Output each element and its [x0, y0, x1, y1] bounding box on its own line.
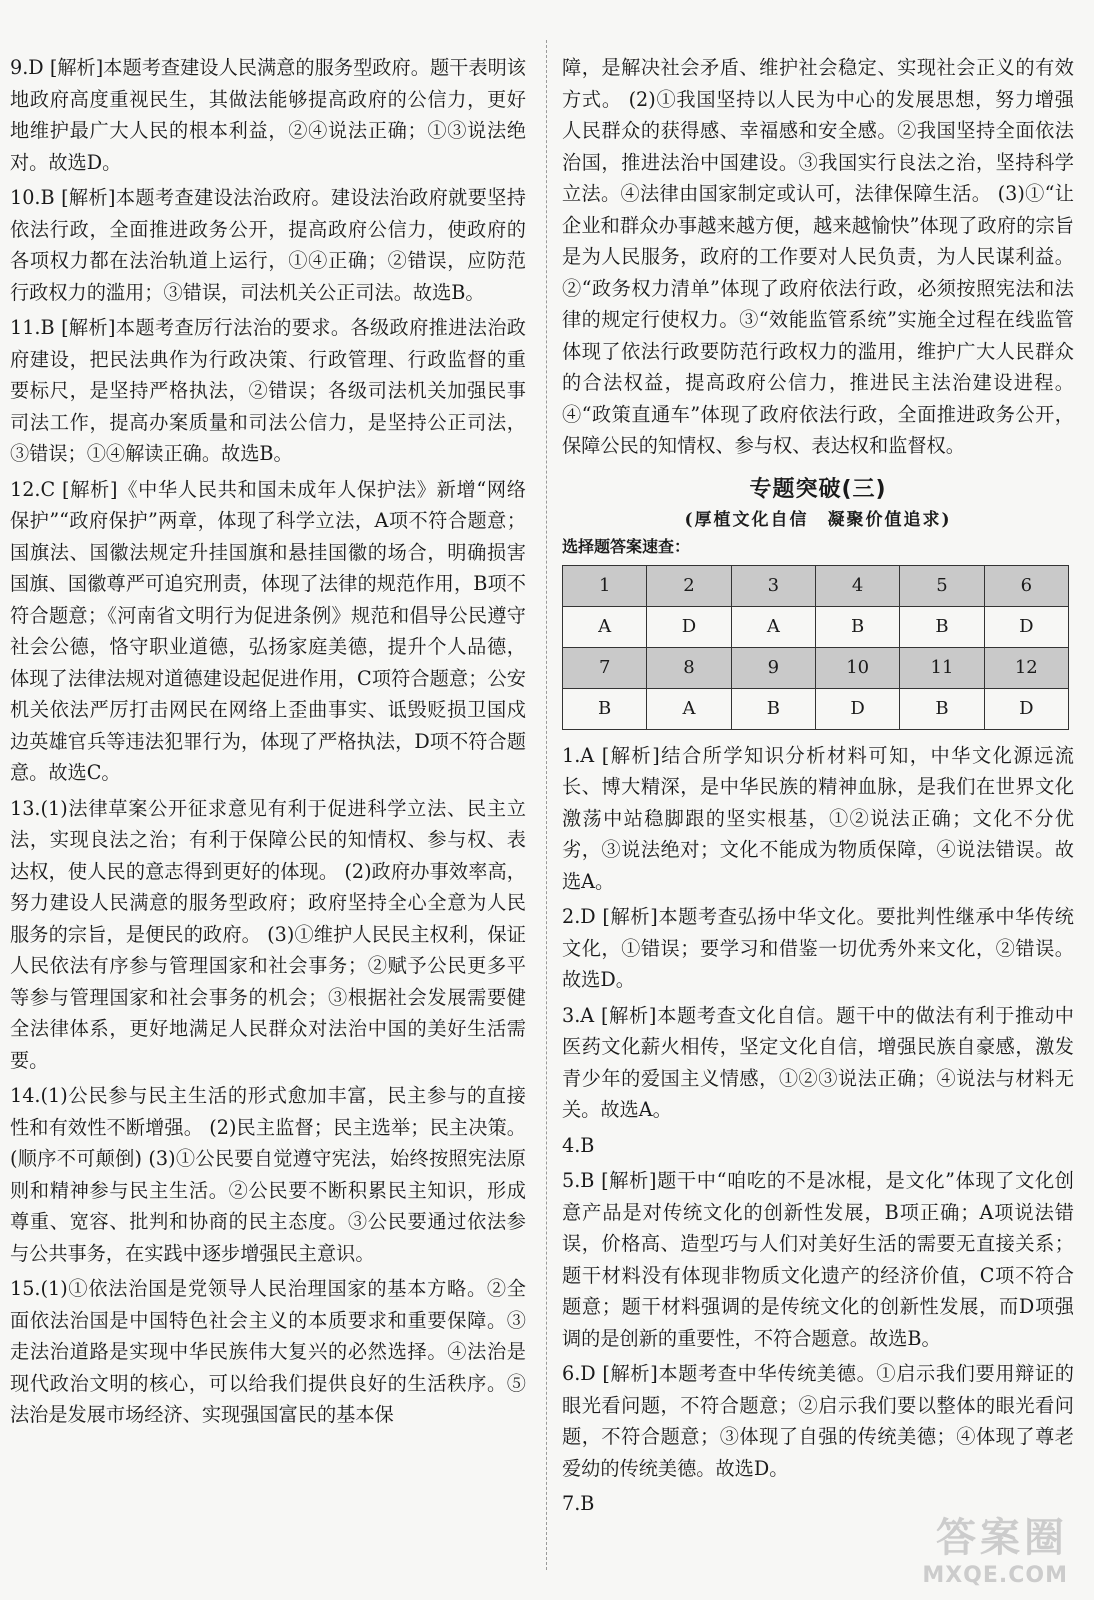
answer-cell: D	[815, 688, 899, 729]
answer-entry-11: 11.B [解析]本题考查厉行法治的要求。各级政府推进法治政府建设，把民法典作为行政决策、行政管理、行政监督的重要标尺，是坚持严格执法，②错误；各级司法机关加强民事司法工作，提高办案质量和司法公信力，是坚持公正司法，③错误；①④解读正确。故选B。	[10, 316, 526, 465]
question-number-cell: 5	[900, 565, 984, 606]
answer-cell: B	[731, 688, 815, 729]
answer-entry-9: 9.D [解析]本题考查建设人民满意的服务型政府。题干表明该地政府高度重视民生，其做法能够提高政府的公信力，更好地维护最广大人民的根本利益，②④说法正确；①③说法绝对。故选D。	[10, 56, 526, 174]
watermark-text: 答案圈	[936, 1515, 1068, 1561]
question-number-cell: 1	[563, 565, 647, 606]
answer-entry-6: 6.D [解析]本题考查中华传统美德。①启示我们要用辩证的眼光看问题，不符合题意；②启示我们要以整体的眼光看问题，不符合题意；③体现了自强的传统美德；④体现了尊老爱幼的传统美德。故选D。	[562, 1362, 1074, 1480]
right-column	[562, 52, 1074, 1524]
answer-entry-15-continued: 障，是解决社会矛盾、维护社会稳定、实现社会正义的有效方式。 (2)①我国坚持以人民为中心的发展思想，努力增强人民群众的获得感、幸福感和安全感。②我国坚持全面依法治国，推进法治中国建设。③我国实行良法之治，坚持科学立法。④法律由国家制定或认可，法律保障生活。 (3)①“让企业和群众办事越来越方便，越来越愉快”体现了政府的宗旨是为人民服务，政府的工作要对人民负责，为人民谋利益。②“政务权力清单”体现了政府依法行政，必须按照宪法和法律的规定行使权力。③“效能监管系统”实施全过程在线监管体现了依法行政要防范行政权力的滥用，维护广大人民群众的合法权益，提高政府公信力，推进民主法治建设进程。④“政策直通车”体现了政府依法行政，全面推进政务公开，保障公民的知情权、参与权、表达权和监督权。	[562, 56, 1074, 457]
question-number-cell: 2	[647, 565, 731, 606]
watermark-url: MXQE.COM	[922, 1563, 1068, 1588]
answer-cell: B	[563, 688, 647, 729]
answer-entry-2: 2.D [解析]本题考查弘扬中华文化。要批判性继承中华传统文化，①错误；要学习和借鉴一切优秀外来文化，②错误。故选D。	[562, 905, 1074, 991]
answer-entry-7: 7.B	[562, 1492, 595, 1515]
question-number-cell: 4	[815, 565, 899, 606]
question-number-cell: 8	[647, 647, 731, 688]
question-number-cell: 11	[900, 647, 984, 688]
column-divider	[546, 40, 547, 1570]
answer-cell: A	[647, 688, 731, 729]
answer-cell: B	[900, 688, 984, 729]
answer-entry-13: 13.(1)法律草案公开征求意见有利于促进科学立法、民主立法，实现良法之治；有利于保障公民的知情权、参与权、表达权，使人民的意志得到更好的体现。 (2)政府办事效率高，努力建设人民满意的服务型政府；政府坚持全心全意为人民服务的宗旨，是便民的政府。 (3)①维护人民民主权利，保证人民依法有序参与管理国家和社会事务；②赋予公民更多平等参与管理国家和社会事务的机会；③根据社会发展需要健全法律体系，更好地满足人民群众对法治中国的美好生活需要。	[10, 796, 526, 1072]
answer-table-row	[563, 606, 1069, 647]
answer-cell: D	[984, 606, 1068, 647]
answer-cell: D	[984, 688, 1068, 729]
question-number-cell: 3	[731, 565, 815, 606]
answer-table-row	[563, 688, 1069, 729]
answer-table-row	[563, 647, 1069, 688]
left-column	[10, 52, 526, 1435]
quick-answer-label: 选择题答案速查：	[562, 536, 691, 556]
answer-entry-4: 4.B	[562, 1133, 595, 1157]
answer-cell: A	[563, 606, 647, 647]
answer-entry-10: 10.B [解析]本题考查建设法治政府。建设法治政府就要坚持依法行政，全面推进政务公开，提高政府公信力，使政府的各项权力都在法治轨道上运行，①④正确；②错误，应防范行政权力的滥用；③错误，司法机关公正司法。故选B。	[10, 186, 526, 304]
answer-entry-15: 15.(1)①依法治国是党领导人民治理国家的基本方略。②全面依法治国是中国特色社会主义的本质要求和重要保障。③走法治道路是实现中华民族伟大复兴的必然选择。④法治是现代政治文明的核心，可以给我们提供良好的生活秩序。⑤法治是发展市场经济、实现强国富民的基本保	[10, 1277, 526, 1426]
answer-table-row	[563, 565, 1069, 606]
watermark-logo	[922, 1506, 1068, 1588]
question-number-cell: 9	[731, 647, 815, 688]
question-number-cell: 7	[563, 647, 647, 688]
answer-entry-14: 14.(1)公民参与民主生活的形式愈加丰富，民主参与的直接性和有效性不断增强。 (2)民主监督；民主选举；民主决策。(顺序不可颠倒) (3)①公民要自觉遵守宪法，始终按照宪法原则和精神参与民主生活。②公民要不断积累民主知识，形成尊重、宽容、批判和协商的民主态度。③公民要通过依法参与公共事务，在实践中逐步增强民主意识。	[10, 1084, 526, 1265]
answer-entry-12: 12.C [解析]《中华人民共和国未成年人保护法》新增“网络保护”“政府保护”两章，体现了科学立法，A项不符合题意；国旗法、国徽法规定升挂国旗和悬挂国徽的场合，明确损害国旗、国徽尊严可追究刑责，体现了法律的规范作用，B项不符合题意；《河南省文明行为促进条例》规范和倡导公民遵守社会公德，恪守职业道德，弘扬家庭美德，提升个人品德，体现了法律法规对道德建设起促进作用，C项符合题意；公安机关依法严厉打击网民在网络上歪曲事实、诋毁贬损卫国戍边英雄官兵等违法犯罪行为，体现了严格执法，D项不符合题意。故选C。	[10, 477, 526, 784]
answer-entry-3: 3.A [解析]本题考查文化自信。题干中的做法有利于推动中医药文化薪火相传，坚定文化自信，增强民族自豪感，激发青少年的爱国主义情感，①②③说法正确；④说法与材料无关。故选A。	[562, 1003, 1074, 1121]
answer-entry-1: 1.A [解析]结合所学知识分析材料可知，中华文化源远流长、博大精深，是中华民族的精神血脉，是我们在世界文化激荡中站稳脚跟的坚实根基，①②说法正确；文化不分优劣，③说法绝对；文化不能成为物质保障，④说法错误。故选A。	[562, 743, 1074, 893]
answer-cell: B	[900, 606, 984, 647]
section-title: 专题突破(三)	[749, 476, 887, 502]
answer-cell: D	[647, 606, 731, 647]
answer-cell: B	[815, 606, 899, 647]
question-number-cell: 12	[984, 647, 1068, 688]
question-number-cell: 10	[815, 647, 899, 688]
answer-entry-5: 5.B [解析]题干中“咱吃的不是冰棍，是文化”体现了文化创意产品是对传统文化的创新性发展，B项正确；A项说法错误，价格高、造型巧与人们对美好生活的需要无直接关系；题干材料没有体现非物质文化遗产的经济价值，C项不符合题意；题干材料强调的是传统文化的创新性发展，而D项强调的是创新的重要性，不符合题意。故选B。	[562, 1169, 1074, 1350]
answer-table	[562, 565, 1069, 730]
section-subtitle: (厚植文化自信 凝聚价值追求)	[684, 509, 952, 530]
answer-cell: A	[731, 606, 815, 647]
question-number-cell: 6	[984, 565, 1068, 606]
